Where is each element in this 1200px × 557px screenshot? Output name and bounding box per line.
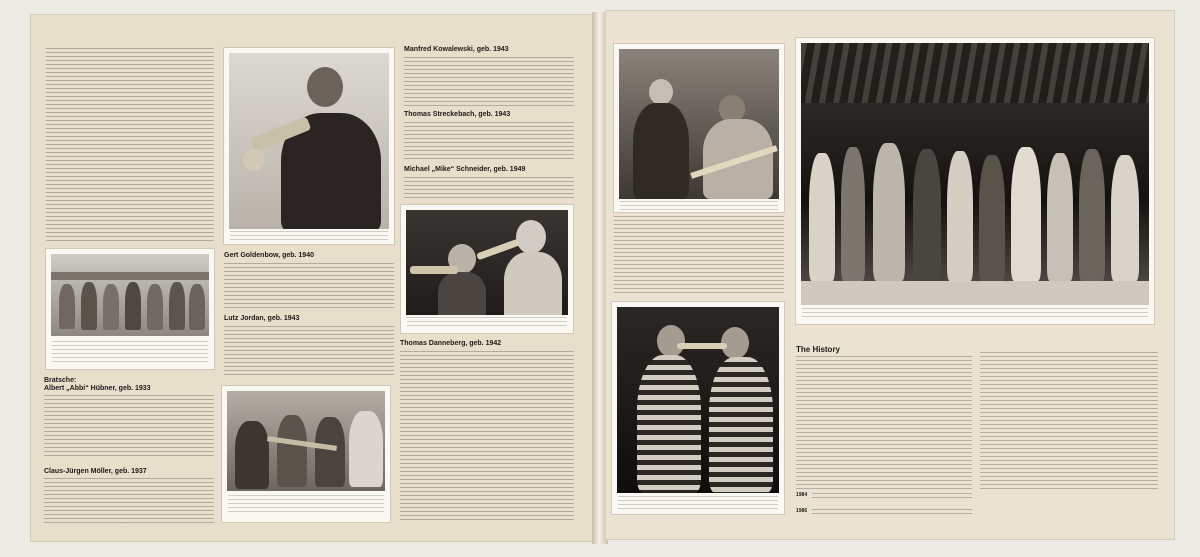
heading-schneider: Michael „Mike“ Schneider, geb. 1949 (404, 166, 526, 173)
rehearsal-caption (228, 495, 384, 517)
heading-jordan: Lutz Jordan, geb. 1943 (224, 315, 300, 322)
heading-kowalewski: Manfred Kowalewski, geb. 1943 (404, 46, 509, 53)
heading-danneberg: Thomas Danneberg, geb. 1942 (400, 340, 502, 347)
stage-caption (802, 308, 1148, 321)
stage-photo (801, 43, 1149, 305)
timeline-year-1986: 1986 (796, 508, 808, 514)
trumpeter-photo (229, 53, 389, 229)
street-band-photo-card (612, 302, 784, 514)
bio-text-schneider (404, 177, 574, 199)
street-band-caption (618, 496, 778, 511)
trumpeter-caption (230, 231, 388, 241)
bio-text-goldenbow (224, 263, 394, 309)
bio-text-jordan (224, 326, 394, 378)
street-band-photo (617, 307, 779, 493)
trumpeter-photo-card (224, 48, 394, 244)
bio-text-hubner (44, 395, 214, 457)
bandleader-photo-card (614, 44, 784, 212)
heading-streckebach: Thomas Streckebach, geb. 1943 (404, 111, 511, 118)
heading-goldenbow: Gert Goldenbow, geb. 1940 (224, 252, 314, 259)
timeline-year-1984: 1984 (796, 492, 808, 498)
trumpet-duo-photo (406, 210, 568, 315)
band-caption (52, 341, 208, 365)
timeline-text-1984 (812, 493, 972, 501)
stage-photo-card (796, 38, 1154, 324)
intro-text (46, 48, 214, 244)
history-text-col1 (796, 356, 972, 490)
history-text-col2 (980, 352, 1158, 492)
bio-text-kowalewski (404, 57, 574, 107)
band-photo (51, 254, 209, 336)
bio-text-muller (44, 478, 214, 523)
timeline-text-1986 (812, 509, 972, 515)
heading-muller: Claus-Jürgen Möller, geb. 1937 (44, 468, 147, 475)
band-photo-card (46, 249, 214, 369)
trumpet-duo-caption (407, 317, 567, 330)
heading-hubner: Bratsche: Albert „Abbi“ Hübner, geb. 1933 (44, 377, 151, 392)
trumpet-duo-photo-card (401, 205, 573, 333)
bio-text-streckebach (404, 122, 574, 162)
rehearsal-photo (227, 391, 385, 491)
bio-text-danneberg (400, 351, 574, 523)
rehearsal-photo-card (222, 386, 390, 522)
bandleader-caption (620, 201, 778, 211)
heading-history: The History (796, 345, 841, 354)
history-text-top (614, 216, 784, 296)
bandleader-photo (619, 49, 779, 199)
